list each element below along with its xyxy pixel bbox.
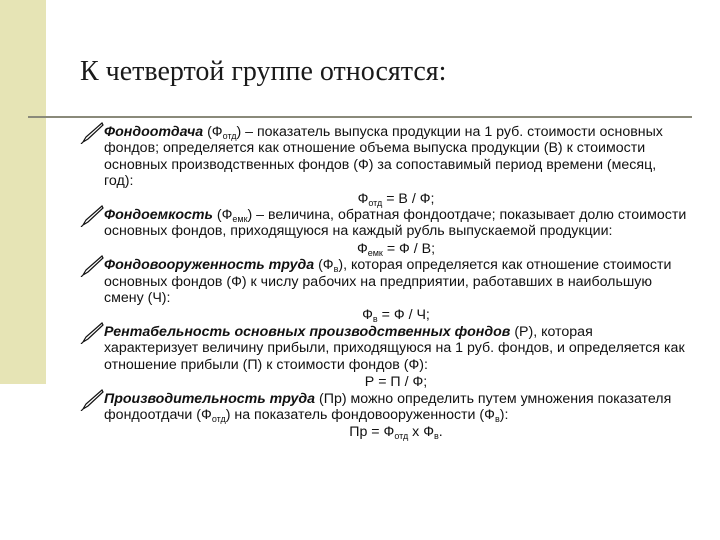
pencil-icon (80, 205, 104, 227)
pencil-icon (80, 255, 104, 277)
slide-title: К четвертой группе относятся: (80, 56, 447, 87)
item-text: Фондоемкость $(Ф_{емк})$ – величина, обратная фондоотдаче; показывает долю стоимости основных фондов, приходящуюся на каждый рубль выпускаемой продукции: (104, 207, 687, 240)
pencil-icon (80, 122, 104, 144)
item-text: Фондоотдача $(Ф_{отд})$ – показатель выпуска продукции на 1 руб. стоимости основных фондов; определяется как отношение объема выпуска продукции (В) к стоимости основных производственных фондов (Ф) за сопоставимый период времени (месяц, год): (104, 124, 663, 190)
list-item-rentabelnost (80, 324, 688, 391)
list-item-fondoemkost (80, 207, 688, 257)
formula-rentabelnost: Р = П / Ф; (364, 374, 428, 391)
slide-content (80, 124, 688, 441)
term-fondootdacha: Фондоотдача (104, 124, 204, 140)
item-text: Рентабельность основных производственных фондов (Р), которая характеризует величину прибыли, приходящуюся на 1 руб. фондов, и определяется как отношение прибыли (П) к стоимости фондов (Ф): (104, 323, 685, 373)
list-item-fondovooruzhennost (80, 257, 688, 324)
list-item-proizvoditelnost (80, 391, 688, 441)
item-text: Фондовооруженность труда $(Ф_в)$, которая определяется как отношение стоимости основных фондов (Ф) к числу рабочих на предприятии, работавших в наибольшую смену (Ч): (104, 257, 672, 307)
formula-fondootdacha: $Ф_{отд} = В / Ф$; (357, 190, 435, 208)
term-fondoemkost: Фондоемкость (104, 207, 213, 224)
formula-proizvoditelnost: Пр = $Ф_{отд}$ х $Ф_в$. (349, 424, 443, 442)
pencil-icon (80, 389, 104, 411)
pencil-icon (80, 322, 104, 344)
list-item-fondootdacha (80, 124, 688, 207)
title-divider (28, 116, 692, 118)
term-rentabelnost: Рентабельность основных производственных фондов (104, 323, 511, 340)
formula-fondoemkost: $Ф_{емк} = Ф / В$; (356, 240, 436, 258)
term-fondovooruzhennost: Фондовооруженность труда (104, 257, 315, 274)
left-decorative-band (0, 0, 46, 384)
term-proizvoditelnost: Производительность труда (104, 390, 316, 407)
formula-fondovooruzhennost: $Ф_в = Ф / Ч$; (362, 307, 430, 325)
item-text: Производительность труда (Пр) можно определить путем умножения показателя фондоотдачи $(Ф_{отд})$ на показатель фондовооруженности $(Ф_в)$: (104, 390, 672, 424)
